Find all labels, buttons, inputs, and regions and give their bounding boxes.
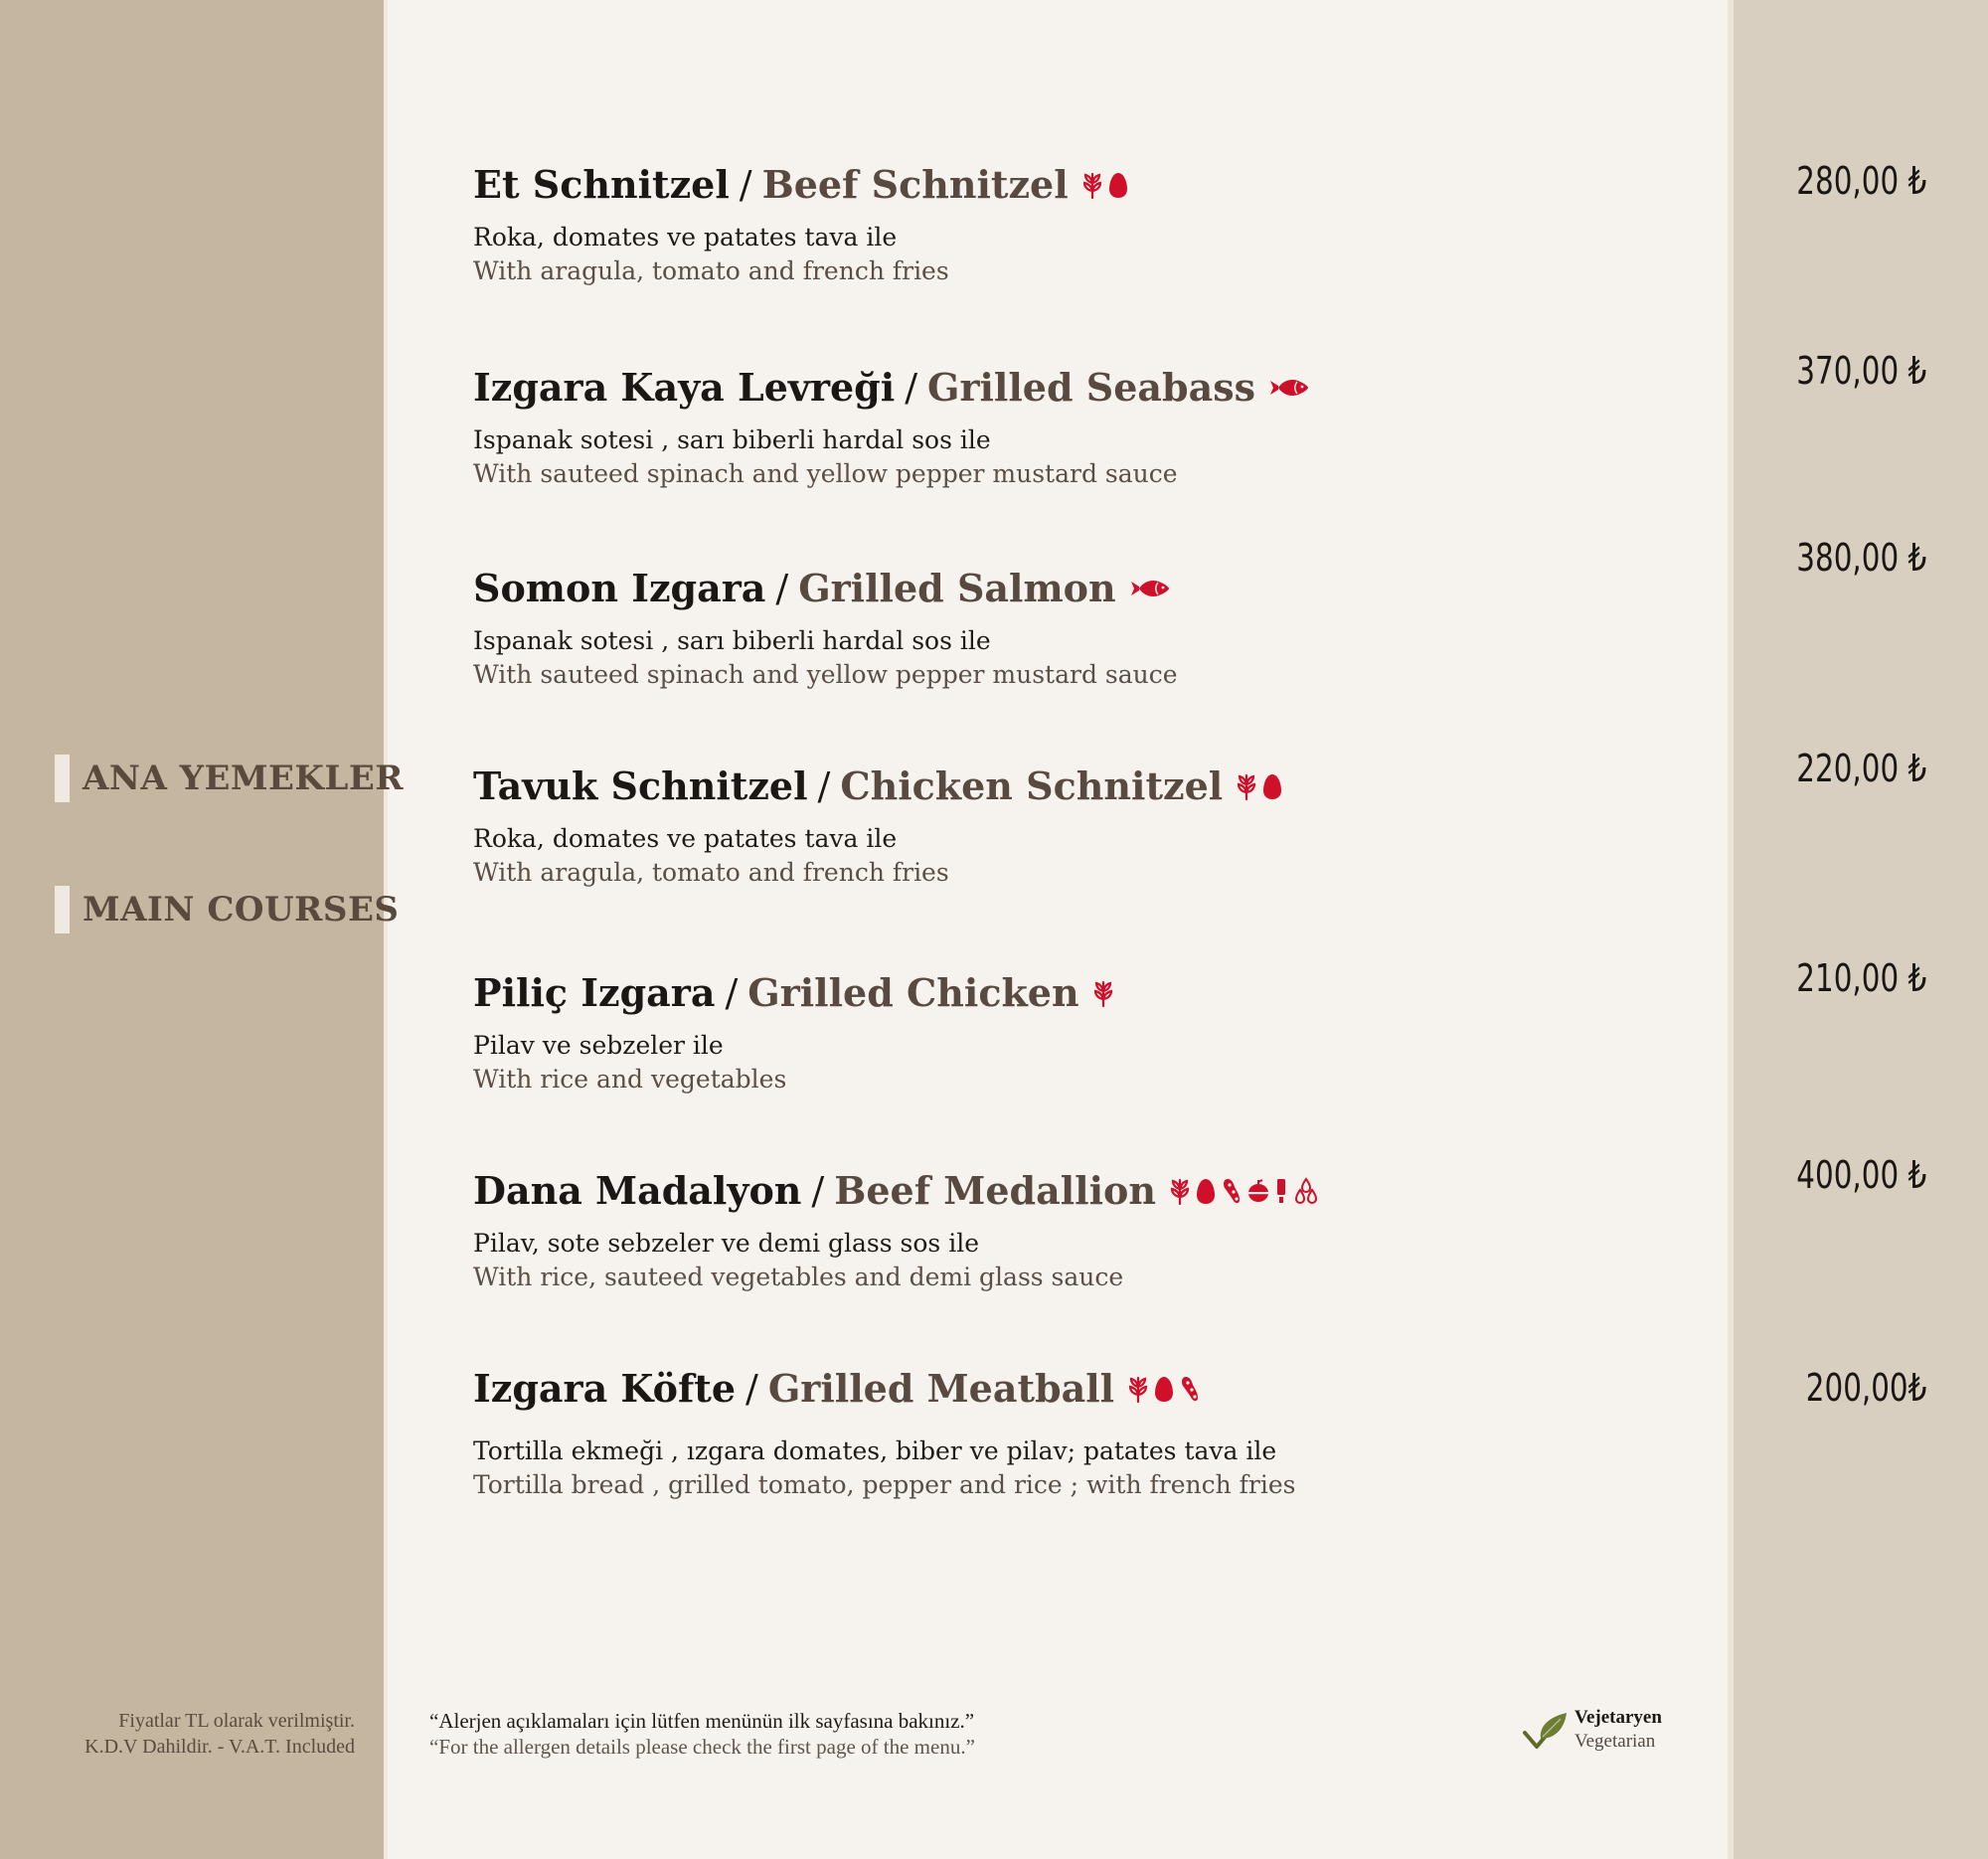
wheat-icon (1237, 772, 1256, 800)
section-title-tr: ANA YEMEKLER (83, 759, 405, 798)
item-name-separator: / (746, 1367, 758, 1411)
menu-item-title (473, 565, 1178, 612)
item-description-en: Tortilla bread , grilled tomato, pepper and rice ; with french fries (473, 1470, 1296, 1499)
item-price: 280,00 ₺ (1796, 159, 1926, 203)
menu-item-title (473, 969, 1113, 1017)
mustard-icon (1275, 1177, 1287, 1205)
menu-item-title (473, 1167, 1319, 1215)
section-title-en: MAIN COURSES (83, 890, 400, 930)
egg-icon (1154, 1375, 1174, 1403)
soy-icon (1222, 1177, 1242, 1205)
price-note (84, 1708, 355, 1760)
item-name-tr: Izgara Köfte (473, 1366, 737, 1411)
item-name-tr: Somon Izgara (473, 566, 766, 610)
item-description-tr: Ispanak sotesi , sarı biberli hardal sos ile (473, 626, 991, 655)
menu-item (473, 762, 1282, 890)
item-description-tr: Tortilla ekmeği , ızgara domates, biber ve pilav; patates tava ile (473, 1436, 1277, 1465)
wheat-icon (1082, 171, 1102, 199)
menu-item (473, 161, 1128, 288)
menu-item (473, 969, 1113, 1097)
item-name-tr: Piliç Izgara (473, 970, 716, 1015)
price-panel (1732, 0, 1988, 1859)
allergen-note (429, 1708, 975, 1760)
item-name-en: Chicken Schnitzel (840, 763, 1224, 808)
item-name-tr: Dana Madalyon (473, 1168, 802, 1213)
section-marker-bar (55, 755, 70, 802)
item-description-en: With aragula, tomato and french fries (473, 256, 949, 285)
egg-icon (1196, 1177, 1216, 1205)
item-name-separator: / (811, 1169, 825, 1213)
celery-icon (1247, 1177, 1269, 1205)
item-price: 400,00 ₺ (1796, 1153, 1926, 1197)
item-name-separator: / (817, 764, 831, 808)
item-name-tr: Tavuk Schnitzel (473, 763, 808, 808)
legend-label-tr: Vejetaryen (1574, 1707, 1662, 1728)
item-description-tr: Pilav, sote sebzeler ve demi glass sos ile (473, 1229, 979, 1258)
item-name-en: Beef Medallion (834, 1168, 1156, 1213)
item-name-en: Grilled Salmon (798, 566, 1116, 610)
allergen-icons (1130, 578, 1170, 599)
item-price: 370,00 ₺ (1796, 349, 1926, 393)
item-description-en: With aragula, tomato and french fries (473, 858, 949, 887)
allergen-icons (1269, 377, 1309, 399)
item-name-tr: Et Schnitzel (473, 162, 730, 207)
item-description-tr: Ispanak sotesi , sarı biberli hardal sos ile (473, 425, 991, 454)
fish-icon (1130, 578, 1170, 599)
item-price: 220,00 ₺ (1796, 747, 1926, 790)
item-description-tr: Pilav ve sebzeler ile (473, 1031, 724, 1060)
item-description-en: With rice and vegetables (473, 1065, 787, 1094)
item-price: 200,00₺ (1805, 1366, 1926, 1410)
menu-item-title (473, 161, 1128, 209)
allergen-icons (1128, 1375, 1200, 1403)
menu-item (473, 565, 1178, 692)
menu-item-title (473, 1365, 1295, 1413)
price-note-line1: Fiyatlar TL olarak verilmiştir. (118, 1710, 355, 1732)
item-description-en: With sauteed spinach and yellow pepper mustard sauce (473, 459, 1178, 488)
menu-item (473, 1365, 1295, 1502)
menu-item (473, 1167, 1319, 1294)
wheat-icon (1128, 1375, 1148, 1403)
wheat-icon (1093, 979, 1113, 1007)
item-name-separator: / (905, 366, 917, 410)
item-name-en: Beef Schnitzel (761, 162, 1069, 207)
allergen-note-en: “For the allergen details please check the first page of the menu.” (429, 1735, 975, 1759)
section-label-en (55, 885, 399, 934)
item-name-separator: / (725, 971, 739, 1015)
egg-icon (1108, 171, 1128, 199)
item-description-tr: Roka, domates ve patates tava ile (473, 824, 898, 853)
fish-icon (1269, 377, 1309, 399)
item-name-en: Grilled Meatball (767, 1366, 1115, 1411)
allergen-icons (1237, 772, 1282, 800)
menu-item (473, 364, 1309, 491)
item-description-en: With rice, sauteed vegetables and demi glass sauce (473, 1263, 1124, 1291)
item-name-en: Grilled Seabass (927, 365, 1255, 410)
price-note-line2: K.D.V Dahildir. - V.A.T. Included (84, 1736, 355, 1758)
price-panel-edge (1728, 0, 1734, 1859)
section-label-tr (55, 754, 404, 803)
vegetarian-leaf-check-icon (1523, 1709, 1569, 1751)
item-price: 210,00 ₺ (1796, 956, 1926, 1000)
item-name-separator: / (775, 567, 789, 610)
item-name-tr: Izgara Kaya Levreği (473, 365, 896, 410)
allergen-icons (1093, 979, 1113, 1007)
egg-icon (1262, 772, 1282, 800)
item-name-en: Grilled Chicken (747, 970, 1079, 1015)
item-description-en: With sauteed spinach and yellow pepper mustard sauce (473, 660, 1178, 689)
wheat-icon (1170, 1177, 1190, 1205)
menu-item-title (473, 762, 1282, 810)
item-description-tr: Roka, domates ve patates tava ile (473, 223, 898, 252)
sesame-icon (1293, 1177, 1319, 1205)
soy-icon (1180, 1375, 1200, 1403)
vegetarian-legend (1523, 1706, 1662, 1754)
item-price: 380,00 ₺ (1796, 536, 1926, 580)
menu-item-title (473, 364, 1309, 412)
section-marker-bar (55, 886, 70, 933)
item-name-separator: / (739, 163, 752, 207)
allergen-icons (1170, 1177, 1319, 1205)
legend-label-en: Vegetarian (1574, 1731, 1656, 1752)
allergen-icons (1082, 171, 1128, 199)
allergen-note-tr: “Alerjen açıklamaları için lütfen menünün ilk sayfasına bakınız.” (429, 1709, 975, 1733)
